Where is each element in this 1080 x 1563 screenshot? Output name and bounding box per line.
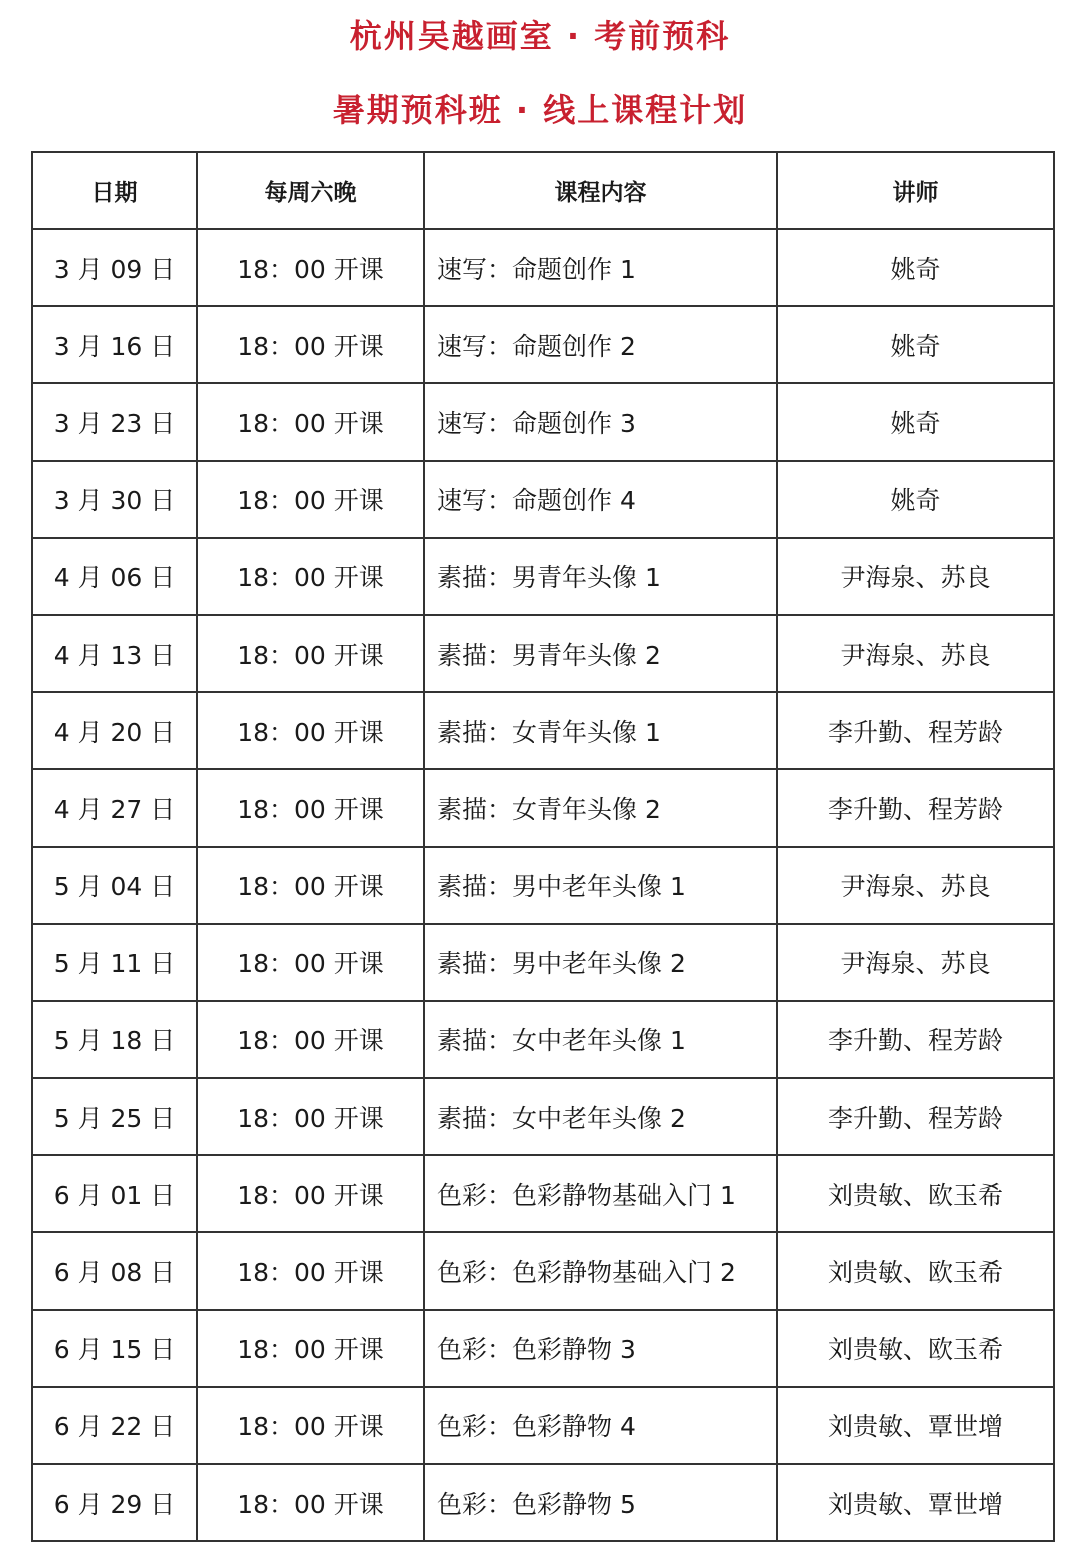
cell-teacher: 尹海泉、苏良: [777, 615, 1054, 692]
cell-time: 18：00 开课: [197, 1387, 424, 1464]
cell-teacher: 姚奇: [777, 306, 1054, 383]
table-row: [32, 538, 1054, 615]
cell-teacher: 李升勤、程芳龄: [777, 692, 1054, 769]
table-row: [32, 1001, 1054, 1078]
table-row: [32, 461, 1054, 538]
cell-time: 18：00 开课: [197, 692, 424, 769]
cell-time: 18：00 开课: [197, 847, 424, 924]
column-header-teacher: 讲师: [777, 152, 1054, 229]
cell-time: 18：00 开课: [197, 615, 424, 692]
cell-time: 18：00 开课: [197, 229, 424, 306]
column-header-date: 日期: [32, 152, 197, 229]
cell-date: 6 月 15 日: [32, 1310, 197, 1387]
table-row: [32, 1310, 1054, 1387]
cell-time: 18：00 开课: [197, 383, 424, 460]
cell-date: 5 月 25 日: [32, 1078, 197, 1155]
cell-course: 色彩：色彩静物 3: [424, 1310, 777, 1387]
cell-date: 6 月 22 日: [32, 1387, 197, 1464]
cell-teacher: 尹海泉、苏良: [777, 847, 1054, 924]
cell-course: 素描：女青年头像 1: [424, 692, 777, 769]
table-row: [32, 615, 1054, 692]
cell-teacher: 尹海泉、苏良: [777, 924, 1054, 1001]
cell-date: 3 月 23 日: [32, 383, 197, 460]
cell-time: 18：00 开课: [197, 1155, 424, 1232]
table-row: [32, 1464, 1054, 1541]
cell-teacher: 姚奇: [777, 383, 1054, 460]
cell-course: 速写：命题创作 2: [424, 306, 777, 383]
cell-date: 3 月 30 日: [32, 461, 197, 538]
cell-teacher: 刘贵敏、欧玉希: [777, 1310, 1054, 1387]
table-row: [32, 229, 1054, 306]
table-row: [32, 383, 1054, 460]
cell-course: 素描：女中老年头像 2: [424, 1078, 777, 1155]
cell-date: 3 月 16 日: [32, 306, 197, 383]
cell-course: 素描：男青年头像 2: [424, 615, 777, 692]
cell-course: 素描：男中老年头像 2: [424, 924, 777, 1001]
cell-teacher: 李升勤、程芳龄: [777, 769, 1054, 846]
table-header-row: [32, 152, 1054, 229]
cell-date: 6 月 01 日: [32, 1155, 197, 1232]
cell-teacher: 姚奇: [777, 229, 1054, 306]
column-header-course: 课程内容: [424, 152, 777, 229]
cell-course: 速写：命题创作 4: [424, 461, 777, 538]
cell-time: 18：00 开课: [197, 306, 424, 383]
column-header-time: 每周六晚: [197, 152, 424, 229]
cell-date: 5 月 18 日: [32, 1001, 197, 1078]
table-row: [32, 847, 1054, 924]
cell-date: 6 月 08 日: [32, 1232, 197, 1309]
cell-teacher: 姚奇: [777, 461, 1054, 538]
cell-time: 18：00 开课: [197, 1310, 424, 1387]
schedule-body: [32, 229, 1054, 1541]
cell-time: 18：00 开课: [197, 538, 424, 615]
table-row: [32, 1232, 1054, 1309]
cell-date: 5 月 04 日: [32, 847, 197, 924]
cell-course: 色彩：色彩静物 5: [424, 1464, 777, 1541]
cell-teacher: 李升勤、程芳龄: [777, 1001, 1054, 1078]
table-row: [32, 692, 1054, 769]
cell-date: 4 月 13 日: [32, 615, 197, 692]
table-row: [32, 306, 1054, 383]
schedule-table: [31, 151, 1055, 1542]
cell-course: 速写：命题创作 1: [424, 229, 777, 306]
cell-date: 6 月 29 日: [32, 1464, 197, 1541]
cell-course: 速写：命题创作 3: [424, 383, 777, 460]
cell-time: 18：00 开课: [197, 924, 424, 1001]
cell-course: 色彩：色彩静物基础入门 2: [424, 1232, 777, 1309]
cell-course: 素描：女中老年头像 1: [424, 1001, 777, 1078]
cell-course: 素描：男中老年头像 1: [424, 847, 777, 924]
page-subtitle: 暑期预科班 · 线上课程计划: [332, 91, 748, 129]
cell-teacher: 刘贵敏、欧玉希: [777, 1232, 1054, 1309]
cell-date: 3 月 09 日: [32, 229, 197, 306]
cell-course: 素描：女青年头像 2: [424, 769, 777, 846]
cell-date: 4 月 06 日: [32, 538, 197, 615]
cell-time: 18：00 开课: [197, 1464, 424, 1541]
table-row: [32, 1078, 1054, 1155]
cell-course: 色彩：色彩静物 4: [424, 1387, 777, 1464]
page-title: 杭州吴越画室 · 考前预科: [349, 17, 731, 55]
cell-date: 4 月 20 日: [32, 692, 197, 769]
cell-date: 4 月 27 日: [32, 769, 197, 846]
table-row: [32, 769, 1054, 846]
table-row: [32, 924, 1054, 1001]
table-row: [32, 1387, 1054, 1464]
cell-time: 18：00 开课: [197, 1001, 424, 1078]
cell-teacher: 李升勤、程芳龄: [777, 1078, 1054, 1155]
cell-teacher: 尹海泉、苏良: [777, 538, 1054, 615]
cell-teacher: 刘贵敏、欧玉希: [777, 1155, 1054, 1232]
cell-course: 色彩：色彩静物基础入门 1: [424, 1155, 777, 1232]
table-row: [32, 1155, 1054, 1232]
cell-course: 素描：男青年头像 1: [424, 538, 777, 615]
cell-teacher: 刘贵敏、覃世增: [777, 1387, 1054, 1464]
cell-time: 18：00 开课: [197, 461, 424, 538]
cell-teacher: 刘贵敏、覃世增: [777, 1464, 1054, 1541]
cell-time: 18：00 开课: [197, 1232, 424, 1309]
cell-time: 18：00 开课: [197, 1078, 424, 1155]
cell-date: 5 月 11 日: [32, 924, 197, 1001]
cell-time: 18：00 开课: [197, 769, 424, 846]
